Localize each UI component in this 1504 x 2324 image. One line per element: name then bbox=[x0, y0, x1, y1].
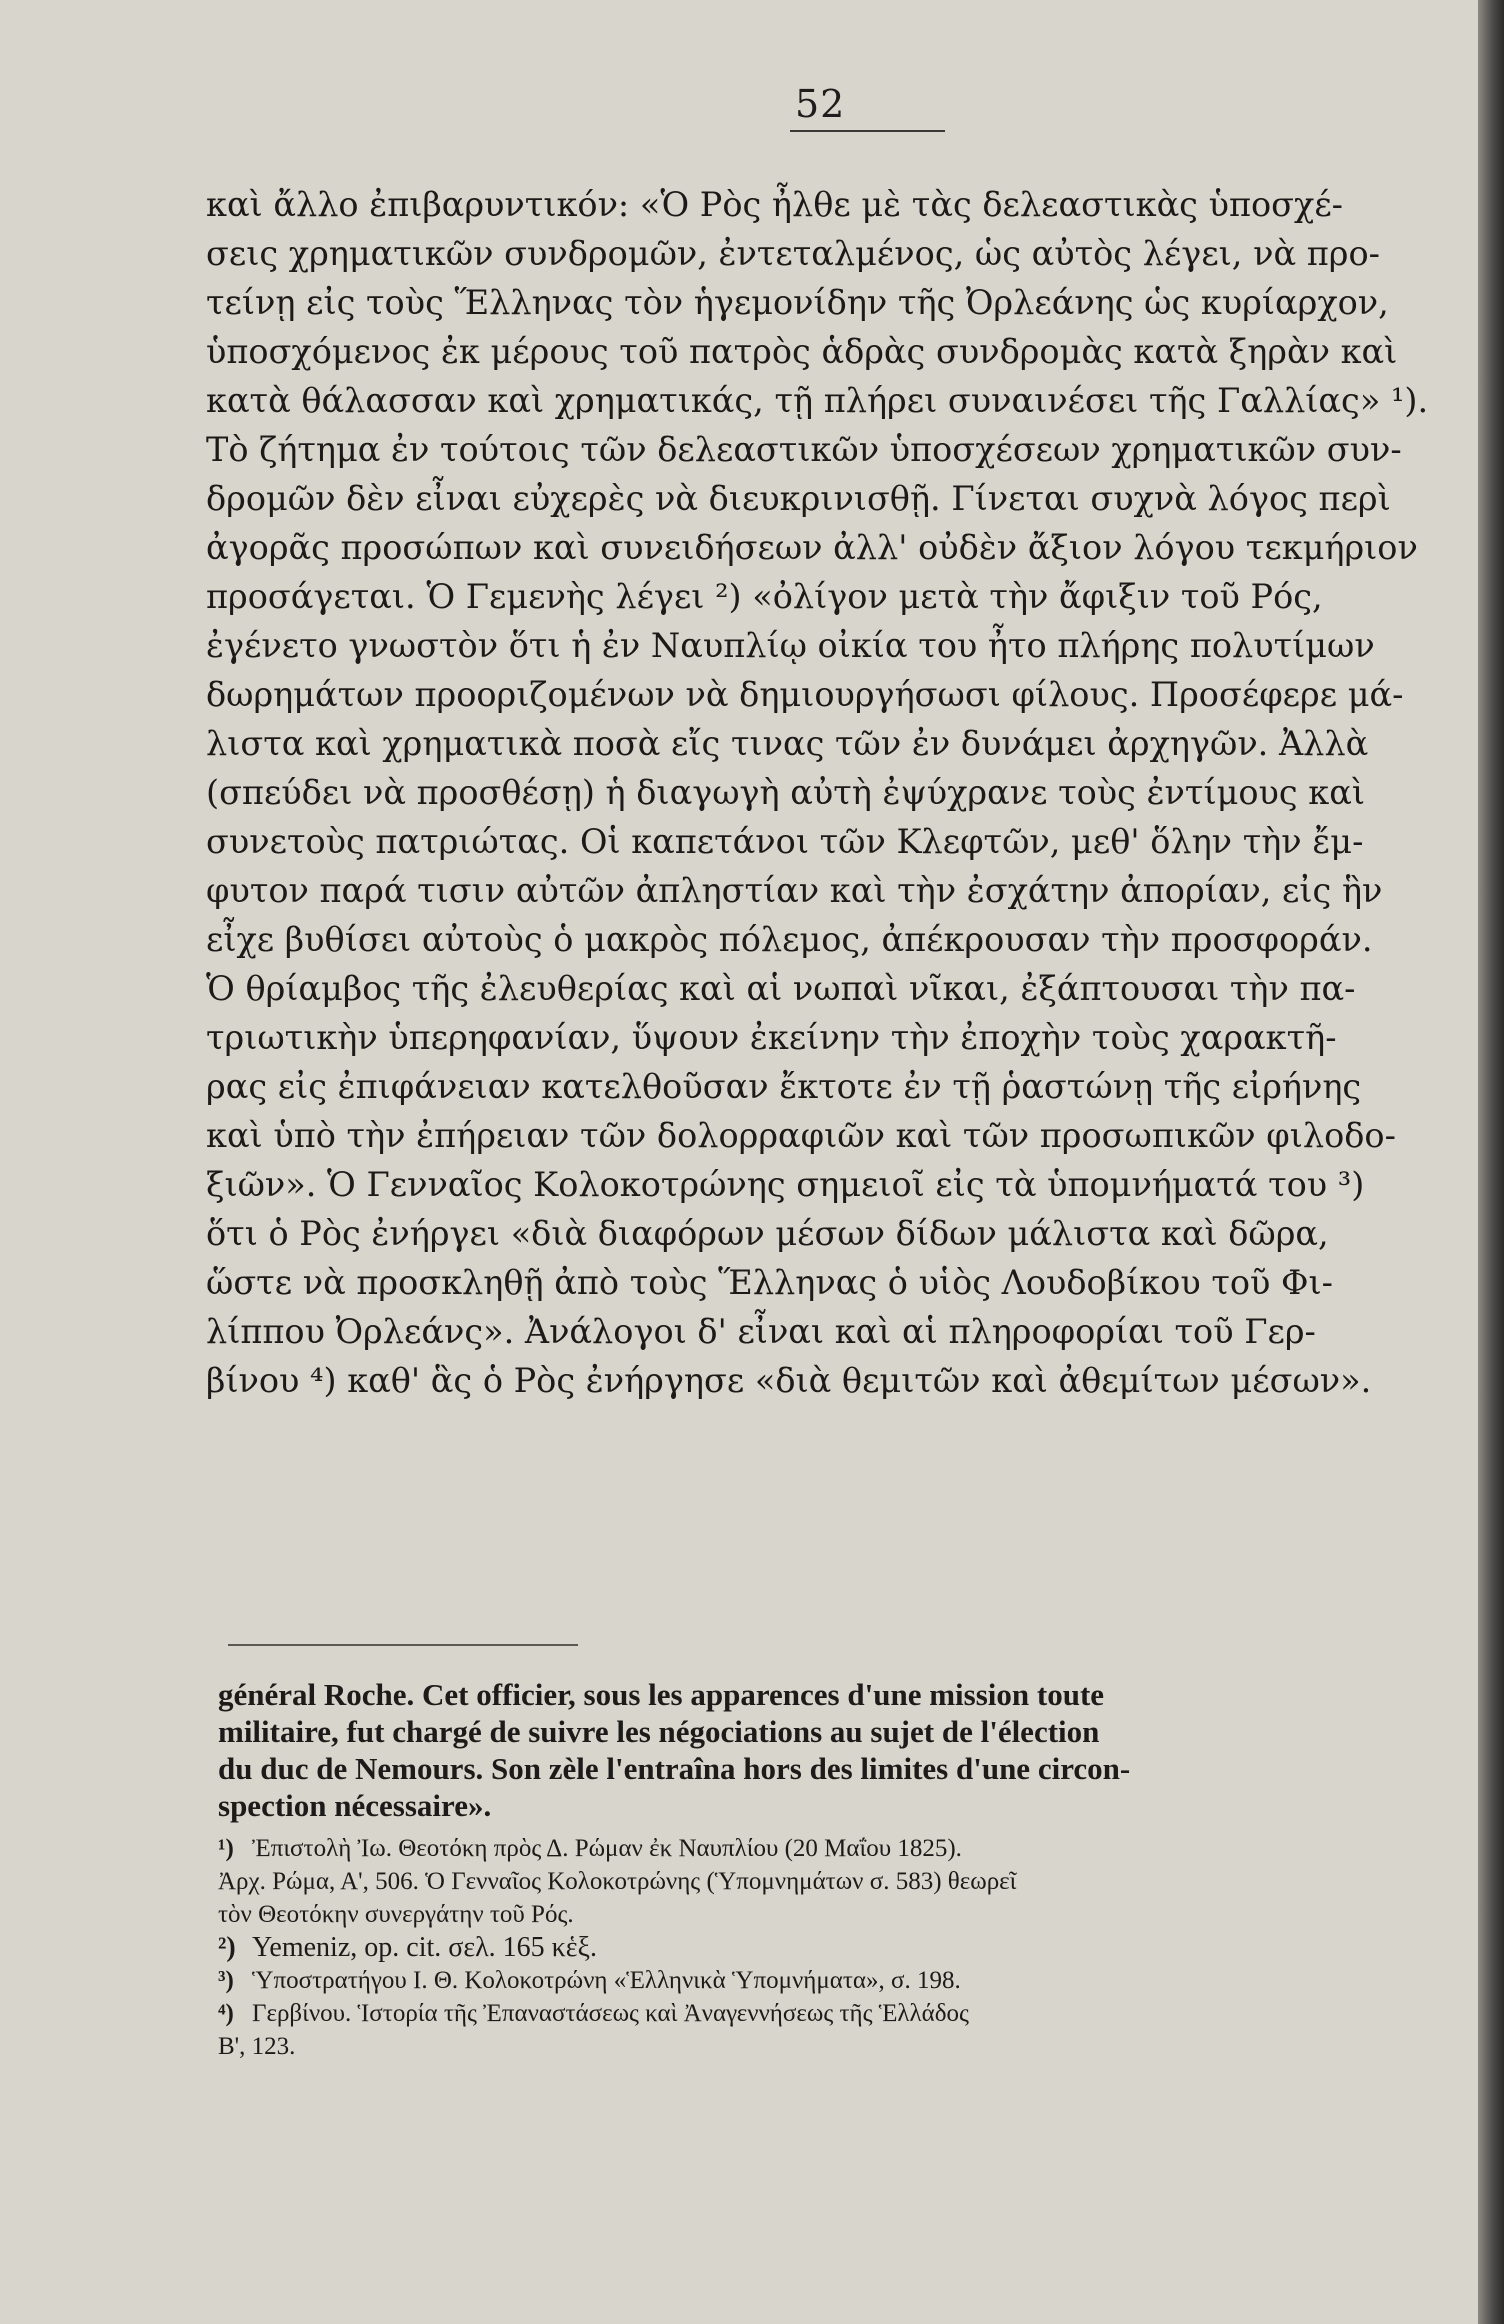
text-line: λιστα καὶ χρηματικὰ ποσὰ εἴς τινας τῶν ἐν δυνάμει ἀρχηγῶν. Ἀλλὰ bbox=[206, 724, 1369, 763]
footnote-1-cont bbox=[218, 1865, 1428, 1898]
page-edge-shadow bbox=[1478, 0, 1504, 2324]
text-line: δρομῶν δὲν εἶναι εὐχερὲς νὰ διευκρινισθῇ. Γίνεται συχνὰ λόγος περὶ bbox=[206, 479, 1391, 518]
text-line: ρας εἰς ἐπιφάνειαν κατελθοῦσαν ἔκτοτε ἐν τῇ ῥαστώνῃ τῆς εἰρήνης bbox=[206, 1067, 1362, 1106]
text-line: εἶχε βυθίσει αὐτοὺς ὁ μακρὸς πόλεμος, ἀπέκρουσαν τὴν προσφοράν. bbox=[206, 920, 1373, 959]
footnote-line: Ἐπιστολὴ Ἰω. Θεοτόκη πρὸς Δ. Ρώμαν ἐκ Ναυπλίου (20 Μαΐου 1825). bbox=[252, 1835, 962, 1862]
footnote-marker: ²) bbox=[218, 1932, 236, 1963]
text-line: (σπεύδει νὰ προσθέσῃ) ἡ διαγωγὴ αὐτὴ ἐψύχρανε τοὺς ἐντίμους καὶ bbox=[206, 773, 1366, 812]
footnotes bbox=[218, 1676, 1428, 2063]
text-line: ἀγορᾶς προσώπων καὶ συνειδήσεων ἀλλ' οὐδὲν ἄξιον λόγου τεκμήριον bbox=[206, 528, 1418, 567]
text-line: προσάγεται. Ὁ Γεμενὴς λέγει ²) «ὀλίγον μετὰ τὴν ἄφιξιν τοῦ Ρός, bbox=[206, 577, 1323, 616]
text-line: ὑποσχόμενος ἐκ μέρους τοῦ πατρὸς ἁδρὰς συνδρομὰς κατὰ ξηρὰν καὶ bbox=[206, 332, 1398, 371]
footnote-line: général Roche. Cet officier, sous les apparences d'une mission toute bbox=[218, 1677, 1105, 1712]
footnote-line: militaire, fut chargé de suivre les négociations au sujet de l'élection bbox=[218, 1714, 1100, 1749]
text-line: δωρημάτων προοριζομένων νὰ δημιουργήσωσι φίλους. Προσέφερε μά- bbox=[206, 675, 1404, 714]
text-line: Τὸ ζήτημα ἐν τούτοις τῶν δελεαστικῶν ὑποσχέσεων χρηματικῶν συν- bbox=[206, 430, 1402, 469]
text-line: φυτον παρά τισιν αὐτῶν ἀπληστίαν καὶ τὴν ἐσχάτην ἀπορίαν, εἰς ἣν bbox=[206, 871, 1383, 910]
footnote-1 bbox=[218, 1832, 1428, 1865]
footnote-marker: ³) bbox=[218, 1967, 234, 1994]
text-line: Ὁ θρίαμβος τῆς ἐλευθερίας καὶ αἱ νωπαὶ νῖκαι, ἐξάπτουσαι τὴν πα- bbox=[206, 969, 1356, 1008]
footnote-1-cont bbox=[218, 1898, 1428, 1931]
text-line: ὅτι ὁ Ρὸς ἐνήργει «διὰ διαφόρων μέσων δίδων μάλιστα καὶ δῶρα, bbox=[206, 1214, 1329, 1253]
text-line: σεις χρηματικῶν συνδρομῶν, ἐντεταλμένος, ὡς αὐτὸς λέγει, νὰ προ- bbox=[206, 234, 1380, 273]
footnote-line: Ὑποστρατήγου Ι. Θ. Κολοκοτρώνη «Ἑλληνικὰ Ὑπομνήματα», σ. 198. bbox=[252, 1967, 961, 1994]
footnote-separator bbox=[228, 1644, 578, 1646]
text-line: καὶ ὑπὸ τὴν ἐπήρειαν τῶν δολορραφιῶν καὶ τῶν προσωπικῶν φιλοδο- bbox=[206, 1116, 1396, 1155]
footnote-line: Ἀρχ. Ρώμα, Α', 506. Ὁ Γενναῖος Κολοκοτρώνης (Ὑπομνημάτων σ. 583) θεωρεῖ bbox=[218, 1868, 1017, 1895]
text-line: τριωτικὴν ὑπερηφανίαν, ὕψουν ἐκείνην τὴν ἐποχὴν τοὺς χαρακτῆ- bbox=[206, 1018, 1337, 1057]
text-line: βίνου ⁴) καθ' ἃς ὁ Ρὸς ἐνήργησε «διὰ θεμιτῶν καὶ ἀθεμίτων μέσων». bbox=[206, 1361, 1372, 1400]
footnote-continuation bbox=[218, 1676, 1428, 1824]
footnote-line: Yemeniz, op. cit. σελ. 165 κἑξ. bbox=[252, 1932, 598, 1963]
footnote-marker: ⁴) bbox=[218, 2000, 234, 2027]
page-number-rule bbox=[790, 130, 945, 132]
footnote-4 bbox=[218, 1997, 1428, 2030]
text-line: συνετοὺς πατριώτας. Οἱ καπετάνοι τῶν Κλεφτῶν, μεθ' ὅλην τὴν ἔμ- bbox=[206, 822, 1364, 861]
text-line: κατὰ θάλασσαν καὶ χρηματικάς, τῇ πλήρει συναινέσει τῆς Γαλλίας» ¹). bbox=[206, 381, 1429, 420]
text-line: ξιῶν». Ὁ Γενναῖος Κολοκοτρώνης σημειοῖ εἰς τὰ ὑπομνήματά του ³) bbox=[206, 1165, 1365, 1204]
footnote-line: spection nécessaire». bbox=[218, 1788, 492, 1823]
footnote-3 bbox=[218, 1964, 1428, 1997]
footnote-line: du duc de Nemours. Son zèle l'entraîna hors des limites d'une circon- bbox=[218, 1751, 1131, 1786]
footnote-line: τὸν Θεοτόκην συνεργάτην τοῦ Ρός. bbox=[218, 1901, 574, 1928]
footnote-line: Γερβίνου. Ἱστορία τῆς Ἐπαναστάσεως καὶ Ἀναγεννήσεως τῆς Ἑλλάδος bbox=[252, 2000, 969, 2027]
text-line: ὥστε νὰ προσκληθῇ ἀπὸ τοὺς Ἕλληνας ὁ υἱὸς Λουδοβίκου τοῦ Φι- bbox=[206, 1263, 1333, 1302]
footnote-4-cont bbox=[218, 2030, 1428, 2063]
footnote-2 bbox=[218, 1931, 1428, 1964]
text-line: καὶ ἄλλο ἐπιβαρυντικόν: «Ὁ Ρὸς ἦλθε μὲ τὰς δελεαστικὰς ὑποσχέ- bbox=[206, 185, 1343, 224]
footnote-line: Β', 123. bbox=[218, 2033, 296, 2060]
text-line: λίππου Ὀρλεάνς». Ἀνάλογοι δ' εἶναι καὶ αἱ πληροφορίαι τοῦ Γερ- bbox=[206, 1312, 1316, 1351]
main-text bbox=[206, 180, 1431, 1405]
text-line: τείνῃ εἰς τοὺς Ἕλληνας τὸν ἡγεμονίδην τῆς Ὀρλεάνης ὡς κυρίαρχον, bbox=[206, 283, 1389, 322]
text-line: ἐγένετο γνωστὸν ὅτι ἡ ἐν Ναυπλίῳ οἰκία του ἦτο πλήρης πολυτίμων bbox=[206, 626, 1375, 665]
footnote-marker: ¹) bbox=[218, 1835, 234, 1862]
page-number: 52 bbox=[795, 82, 846, 126]
